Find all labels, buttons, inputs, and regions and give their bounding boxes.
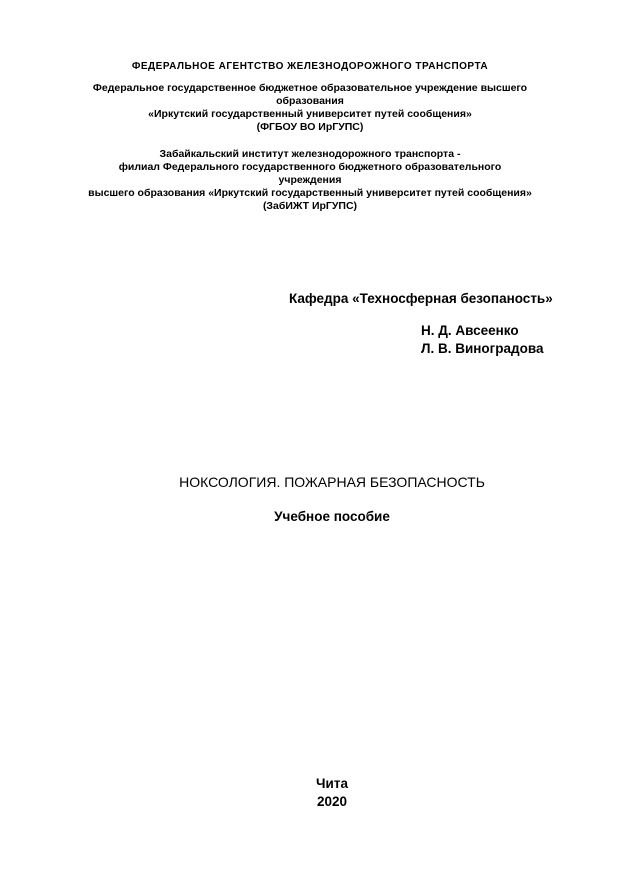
- author: Н. Д. Авсеенко: [421, 323, 519, 338]
- institute-line: (ЗабИЖТ ИрГУПС): [262, 200, 358, 212]
- institute-block: [0, 148, 620, 213]
- university-line: «Иркутский государственный университет путей сообщения»: [148, 108, 472, 120]
- institute-line: филиал Федерального государственного бюджетного образовательного: [118, 161, 502, 173]
- year: 2020: [316, 794, 348, 809]
- agency-name: ФЕДЕРАЛЬНОЕ АГЕНТСТВО ЖЕЛЕЗНОДОРОЖНОГО ТРАНСПОРТА: [131, 61, 489, 72]
- institute-line: высшего образования «Иркутский государственный университет путей сообщения»: [88, 187, 532, 199]
- city: Чита: [316, 776, 348, 791]
- department: Кафедра «Техносферная безопаность»: [289, 291, 553, 306]
- institute-line: учреждения: [278, 174, 342, 186]
- document-subtitle: Учебное пособие: [274, 509, 390, 524]
- author: Л. В. Виноградова: [421, 341, 544, 356]
- university-line: Федеральное государственное бюджетное образовательное учреждение высшего: [92, 82, 528, 94]
- university-line: образования: [276, 95, 344, 107]
- institute-line: Забайкальский институт железнодорожного транспорта -: [159, 148, 461, 160]
- document-title: НОКСОЛОГИЯ. ПОЖАРНАЯ БЕЗОПАСНОСТЬ: [179, 474, 485, 490]
- university-block: [0, 82, 620, 134]
- university-line: (ФГБОУ ВО ИрГУПС): [256, 121, 364, 133]
